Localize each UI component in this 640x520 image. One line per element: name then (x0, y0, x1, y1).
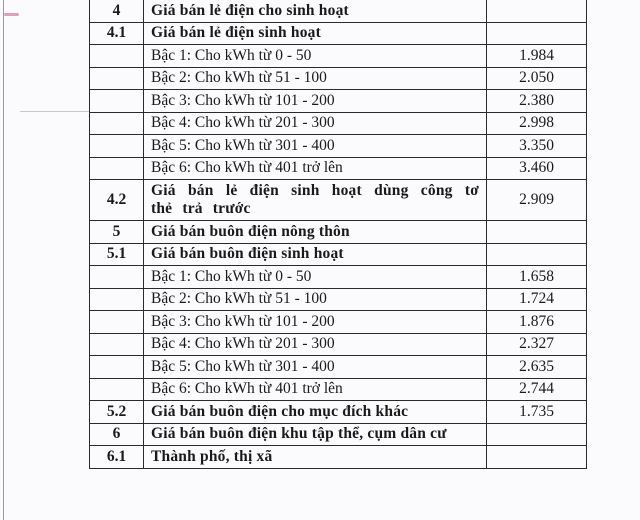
row-number: 4 (90, 0, 144, 22)
table-row (90, 67, 587, 90)
row-number: 5.1 (90, 243, 144, 266)
row-number (90, 135, 144, 158)
row-price: 3.350 (487, 135, 587, 158)
row-description: Bậc 5: Cho kWh từ 301 - 400 (144, 135, 487, 158)
table-row (90, 446, 587, 469)
electricity-price-table (89, 0, 587, 469)
row-number (90, 311, 144, 334)
table-row (90, 90, 587, 113)
table-row (90, 288, 587, 311)
row-description: Bậc 4: Cho kWh từ 201 - 300 (144, 112, 487, 135)
row-price: 1.658 (487, 266, 587, 289)
row-description: Thành phố, thị xã (144, 446, 487, 469)
row-description: Bậc 6: Cho kWh từ 401 trở lên (144, 157, 487, 180)
row-number (90, 378, 144, 401)
row-price (487, 221, 587, 244)
table-row (90, 401, 587, 424)
red-ink-mark (4, 13, 19, 16)
row-number (90, 356, 144, 379)
row-description: Bậc 6: Cho kWh từ 401 trở lên (144, 378, 487, 401)
row-description: Bậc 4: Cho kWh từ 201 - 300 (144, 333, 487, 356)
table-row (90, 135, 587, 158)
table-row (90, 311, 587, 334)
row-price: 2.909 (487, 180, 587, 221)
table-row (90, 378, 587, 401)
row-number: 5.2 (90, 401, 144, 424)
row-price: 1.735 (487, 401, 587, 424)
row-description: Giá bán buôn điện cho mục đích khác (144, 401, 487, 424)
row-price: 1.984 (487, 45, 587, 68)
table-row (90, 333, 587, 356)
row-price: 2.380 (487, 90, 587, 113)
table-row (90, 356, 587, 379)
row-description: Bậc 1: Cho kWh từ 0 - 50 (144, 45, 487, 68)
scan-smudge (20, 111, 90, 112)
row-description: Giá bán lẻ điện sinh hoạt (144, 22, 487, 45)
row-price (487, 243, 587, 266)
row-number (90, 67, 144, 90)
row-price: 2.635 (487, 356, 587, 379)
table-row (90, 266, 587, 289)
row-price (487, 446, 587, 469)
row-number (90, 90, 144, 113)
row-number: 4.2 (90, 180, 144, 221)
table-row (90, 45, 587, 68)
row-number (90, 112, 144, 135)
row-number: 6 (90, 423, 144, 446)
row-description: Giá bán lẻ điện cho sinh hoạt (144, 0, 487, 22)
row-number (90, 288, 144, 311)
table-row (90, 243, 587, 266)
row-description: Bậc 3: Cho kWh từ 101 - 200 (144, 311, 487, 334)
table-row (90, 0, 587, 22)
row-description: Giá bán buôn điện khu tập thể, cụm dân cư (144, 423, 487, 446)
table-row (90, 112, 587, 135)
table-row (90, 157, 587, 180)
row-number: 6.1 (90, 446, 144, 469)
row-description: Giá bán buôn điện sinh hoạt (144, 243, 487, 266)
row-price: 1.876 (487, 311, 587, 334)
row-description: Bậc 5: Cho kWh từ 301 - 400 (144, 356, 487, 379)
table-row (90, 180, 587, 221)
row-price: 2.744 (487, 378, 587, 401)
scan-edge-line (3, 0, 4, 520)
row-description: Giá bán lẻ điện sinh hoạt dùng công tơ thẻ trả trước (144, 180, 487, 221)
row-description: Bậc 2: Cho kWh từ 51 - 100 (144, 67, 487, 90)
table-row (90, 423, 587, 446)
row-price (487, 423, 587, 446)
row-number (90, 266, 144, 289)
row-description: Bậc 2: Cho kWh từ 51 - 100 (144, 288, 487, 311)
row-description: Giá bán buôn điện nông thôn (144, 221, 487, 244)
table-row (90, 221, 587, 244)
row-number: 4.1 (90, 22, 144, 45)
row-price: 2.050 (487, 67, 587, 90)
table-row (90, 22, 587, 45)
row-description: Bậc 1: Cho kWh từ 0 - 50 (144, 266, 487, 289)
row-price: 3.460 (487, 157, 587, 180)
row-number (90, 333, 144, 356)
row-price: 2.998 (487, 112, 587, 135)
row-price (487, 0, 587, 22)
row-description: Bậc 3: Cho kWh từ 101 - 200 (144, 90, 487, 113)
row-number: 5 (90, 221, 144, 244)
row-number (90, 157, 144, 180)
row-price: 1.724 (487, 288, 587, 311)
row-number (90, 45, 144, 68)
row-price (487, 22, 587, 45)
row-price: 2.327 (487, 333, 587, 356)
